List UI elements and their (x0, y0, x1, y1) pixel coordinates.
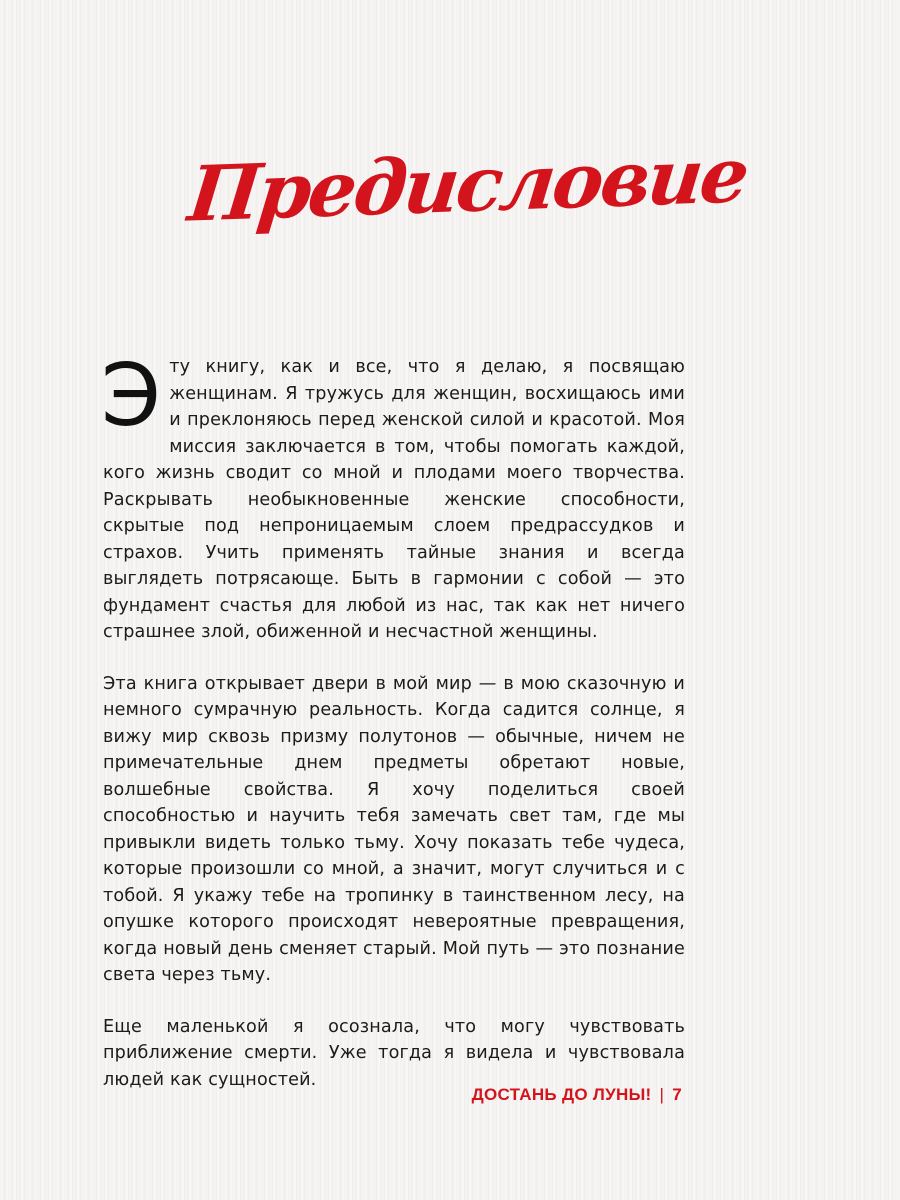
body-text (101, 346, 685, 1118)
paragraph-1 (101, 346, 685, 646)
paragraph-3: Еще маленькой я осознала, что могу чувствовать приближение смерти. Уже тогда я видела и чувствовала людей как сущностей. (103, 1016, 685, 1090)
paragraph-2: Эта книга открывает двери в мой мир — в мою сказочную и немного сумрачную реальность. Когда садится солнце, я вижу мир сквозь призму полутонов — обычные, ничем не примечательные днем предметы обретают новые, волшебные свойства. Я хочу поделиться своей способностью и научить тебя замечать свет там, где мы привыкли видеть только тьму. Хочу показать тебе чудеса, которые произошли со мной, а значит, могут случиться и с тобой. Я укажу тебе на тропинку в таинственном лесу, на опушке которого происходят невероятные превращения, когда новый день сменяет старый. Мой путь — это познание света через тьму. (103, 673, 685, 985)
paragraph-1-text: ту книгу, как и все, что я делаю, я посвящаю женщинам. Я тружусь для женщин, восхищаюсь ими и преклоняюсь перед женской силой и красотой. Моя миссия заключается в том, чтобы помогать каждой, кого жизнь сводит со мной и плодами моего творчества. Раскрывать необыкновенные женские способности, скрытые под непроницаемым слоем предрассудков и страхов. Учить применять тайные знания и всегда выглядеть потрясающе. Быть в гармонии с собой — это фундамент счастья для любой из нас, так как нет ничего страшнее злой, обиженной и несчастной женщины. (103, 357, 685, 642)
page-title: Предисловие (184, 130, 751, 239)
page-footer (472, 1085, 682, 1105)
footer-separator: | (659, 1085, 665, 1104)
running-title: ДОСТАНЬ ДО ЛУНЫ! (471, 1085, 652, 1104)
drop-cap: Э (101, 346, 162, 446)
page-number: 7 (672, 1085, 682, 1104)
